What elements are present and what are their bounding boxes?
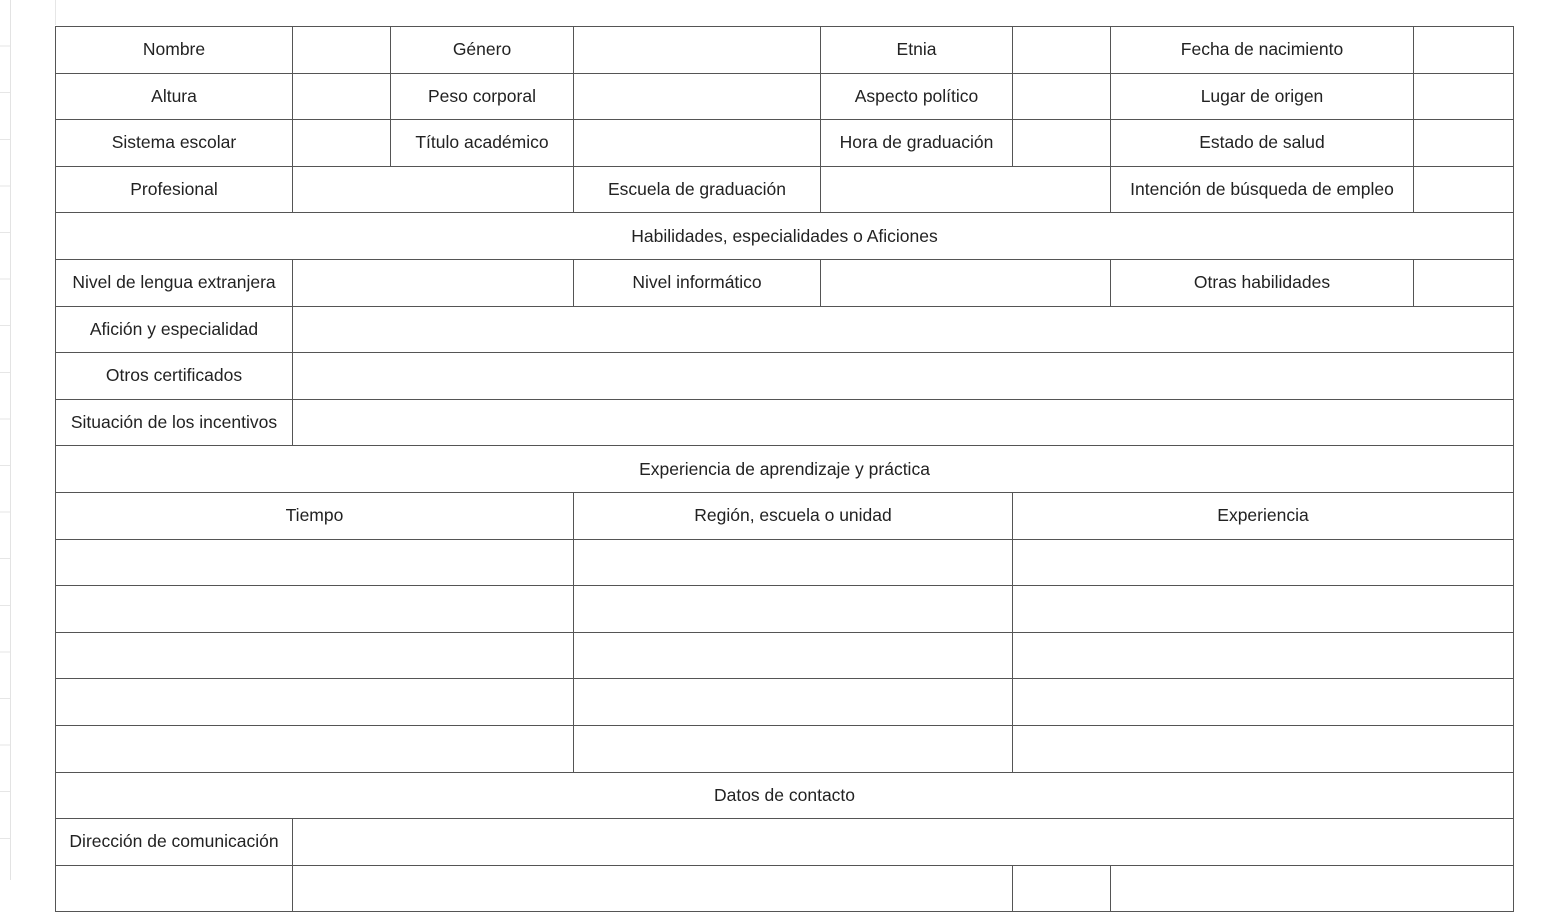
skills-section-row [56,213,1514,260]
label-aficion: Afición y especialidad [56,306,293,353]
label-peso: Peso corporal [391,73,574,120]
form-row-skills [56,259,1514,306]
experience-cell-tiempo[interactable] [56,586,574,633]
experience-cell-region[interactable] [574,539,1013,586]
value-profesional[interactable] [293,166,574,213]
form-row-aficion [56,306,1514,353]
partial-cell[interactable] [56,865,293,912]
value-intencion-empleo[interactable] [1414,166,1514,213]
column-header-tiempo: Tiempo [56,492,574,539]
experience-row [56,632,1514,679]
experience-cell-experiencia[interactable] [1013,586,1514,633]
label-intencion-empleo: Intención de búsqueda de empleo [1111,166,1414,213]
form-row-incentivos [56,399,1514,446]
value-fecha-nacimiento[interactable] [1414,27,1514,74]
label-aspecto-politico: Aspecto político [821,73,1013,120]
label-lugar-origen: Lugar de origen [1111,73,1414,120]
partial-cell[interactable] [293,865,1013,912]
contact-section-row [56,772,1514,819]
label-etnia: Etnia [821,27,1013,74]
value-sistema-escolar[interactable] [293,120,391,167]
label-estado-salud: Estado de salud [1111,120,1414,167]
experience-cell-region[interactable] [574,632,1013,679]
experience-cell-region[interactable] [574,725,1013,772]
resume-form-table [55,26,1514,912]
value-incentivos[interactable] [293,399,1514,446]
form-row-2 [56,73,1514,120]
value-escuela-graduacion[interactable] [821,166,1111,213]
label-titulo-academico: Título académico [391,120,574,167]
form-row-1 [56,27,1514,74]
value-informatico[interactable] [821,259,1111,306]
section-title-experience: Experiencia de aprendizaje y práctica [56,446,1514,493]
partial-cell[interactable] [1111,865,1514,912]
experience-cell-tiempo[interactable] [56,679,574,726]
value-direccion[interactable] [293,819,1514,866]
column-header-experiencia: Experiencia [1013,492,1514,539]
experience-row [56,539,1514,586]
value-altura[interactable] [293,73,391,120]
label-lengua: Nivel de lengua extranjera [56,259,293,306]
value-genero[interactable] [574,27,821,74]
experience-cell-experiencia[interactable] [1013,679,1514,726]
label-escuela-graduacion: Escuela de graduación [574,166,821,213]
section-title-contact: Datos de contacto [56,772,1514,819]
value-nombre[interactable] [293,27,391,74]
form-row-direccion [56,819,1514,866]
label-fecha-nacimiento: Fecha de nacimiento [1111,27,1414,74]
form-row-3 [56,120,1514,167]
label-otras-habilidades: Otras habilidades [1111,259,1414,306]
experience-cell-tiempo[interactable] [56,725,574,772]
form-row-certificados [56,353,1514,400]
value-aficion[interactable] [293,306,1514,353]
row-gutter [0,0,11,880]
experience-cell-region[interactable] [574,586,1013,633]
partial-cell[interactable] [1013,865,1111,912]
label-direccion: Dirección de comunicación [56,819,293,866]
label-altura: Altura [56,73,293,120]
value-otras-habilidades[interactable] [1414,259,1514,306]
label-nombre: Nombre [56,27,293,74]
experience-cell-tiempo[interactable] [56,539,574,586]
label-informatico: Nivel informático [574,259,821,306]
value-hora-graduacion[interactable] [1013,120,1111,167]
experience-row [56,586,1514,633]
label-certificados: Otros certificados [56,353,293,400]
experience-cell-experiencia[interactable] [1013,539,1514,586]
experience-row [56,725,1514,772]
experience-cell-region[interactable] [574,679,1013,726]
value-estado-salud[interactable] [1414,120,1514,167]
value-etnia[interactable] [1013,27,1111,74]
label-hora-graduacion: Hora de graduación [821,120,1013,167]
label-genero: Género [391,27,574,74]
label-sistema-escolar: Sistema escolar [56,120,293,167]
experience-row [56,679,1514,726]
value-lugar-origen[interactable] [1414,73,1514,120]
form-row-partial [56,865,1514,912]
label-incentivos: Situación de los incentivos [56,399,293,446]
label-profesional: Profesional [56,166,293,213]
value-aspecto-politico[interactable] [1013,73,1111,120]
value-lengua[interactable] [293,259,574,306]
top-grid-line [10,0,1559,25]
value-titulo-academico[interactable] [574,120,821,167]
experience-section-row [56,446,1514,493]
experience-cell-experiencia[interactable] [1013,632,1514,679]
experience-cell-experiencia[interactable] [1013,725,1514,772]
experience-header-row [56,492,1514,539]
section-title-skills: Habilidades, especialidades o Aficiones [56,213,1514,260]
column-header-region: Región, escuela o unidad [574,492,1013,539]
form-row-4 [56,166,1514,213]
value-peso[interactable] [574,73,821,120]
value-certificados[interactable] [293,353,1514,400]
experience-cell-tiempo[interactable] [56,632,574,679]
